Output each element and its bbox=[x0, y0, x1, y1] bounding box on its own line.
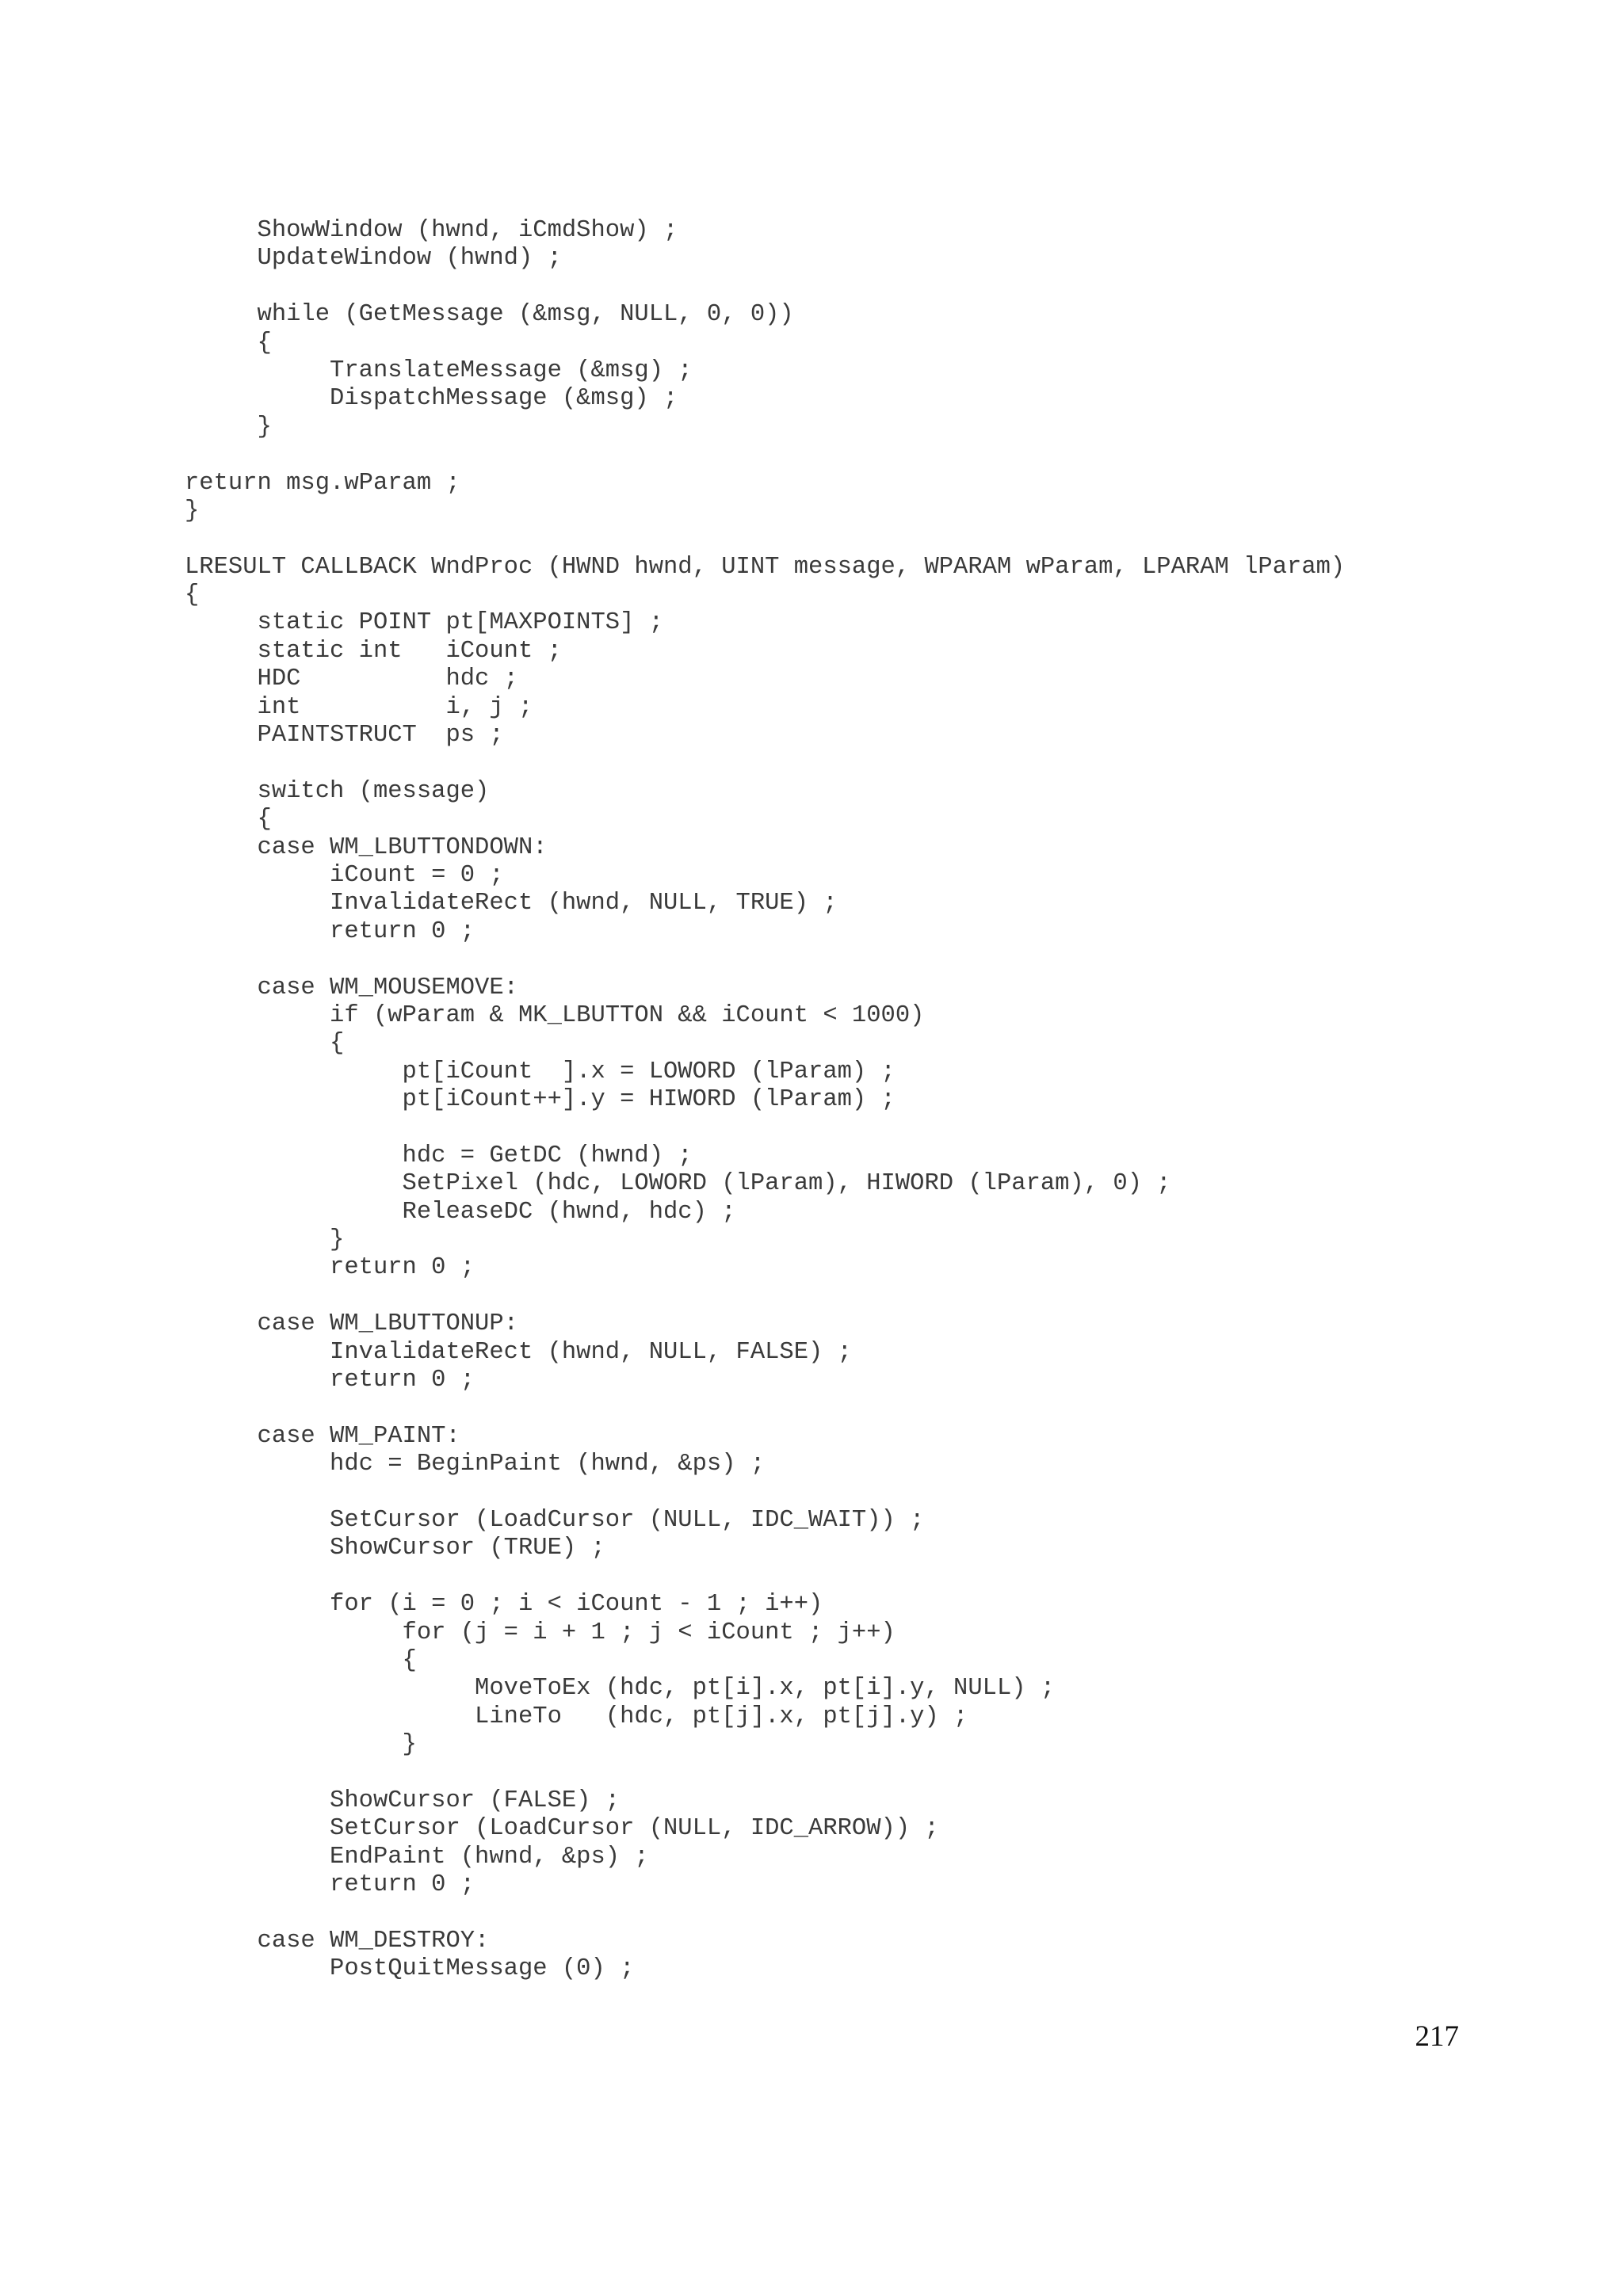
code-line: ShowCursor (TRUE) ; bbox=[185, 1535, 605, 1562]
code-line: while (GetMessage (&msg, NULL, 0, 0)) bbox=[185, 301, 794, 329]
code-line bbox=[185, 1283, 1345, 1310]
code-line: EndPaint (hwnd, &ps) ; bbox=[185, 1843, 649, 1871]
code-line: SetPixel (hdc, LOWORD (lParam), HIWORD (lParam), 0) ; bbox=[185, 1170, 1171, 1198]
code-line: { bbox=[185, 1646, 417, 1674]
code-line bbox=[185, 1563, 1345, 1591]
code-line: iCount = 0 ; bbox=[185, 861, 504, 889]
code-line bbox=[185, 946, 1345, 974]
code-line: UpdateWindow (hwnd) ; bbox=[185, 245, 562, 273]
code-line: for (j = i + 1 ; j < iCount ; j++) bbox=[185, 1619, 896, 1646]
code-line: } bbox=[185, 1731, 417, 1759]
code-line: InvalidateRect (hwnd, NULL, TRUE) ; bbox=[185, 890, 838, 917]
code-line: return 0 ; bbox=[185, 1254, 475, 1282]
code-line bbox=[185, 749, 1345, 777]
code-line bbox=[185, 1394, 1345, 1422]
code-line: LineTo (hdc, pt[j].x, pt[j].y) ; bbox=[185, 1703, 968, 1730]
code-line: PAINTSTRUCT ps ; bbox=[185, 722, 504, 749]
code-line: for (i = 0 ; i < iCount - 1 ; i++) bbox=[185, 1591, 823, 1619]
code-line: case WM_LBUTTONUP: bbox=[185, 1310, 518, 1338]
code-line: hdc = BeginPaint (hwnd, &ps) ; bbox=[185, 1451, 766, 1478]
code-line: } bbox=[185, 497, 200, 524]
code-line: ReleaseDC (hwnd, hdc) ; bbox=[185, 1198, 736, 1226]
code-line: pt[iCount++].y = HIWORD (lParam) ; bbox=[185, 1086, 896, 1114]
code-line: { bbox=[185, 806, 272, 833]
code-line: case WM_MOUSEMOVE: bbox=[185, 974, 518, 1001]
code-line: { bbox=[185, 329, 272, 357]
code-line: TranslateMessage (&msg) ; bbox=[185, 357, 693, 384]
code-line: HDC hdc ; bbox=[185, 666, 518, 693]
code-line bbox=[185, 273, 1345, 301]
code-line bbox=[185, 525, 1345, 553]
code-line: ShowCursor (FALSE) ; bbox=[185, 1787, 621, 1814]
code-line bbox=[185, 441, 1345, 469]
code-line: pt[iCount ].x = LOWORD (lParam) ; bbox=[185, 1058, 896, 1085]
code-line: case WM_PAINT: bbox=[185, 1422, 460, 1450]
code-line: return 0 ; bbox=[185, 1367, 475, 1394]
code-line: int i, j ; bbox=[185, 693, 533, 721]
code-line: case WM_DESTROY: bbox=[185, 1927, 490, 1955]
code-line: InvalidateRect (hwnd, NULL, FALSE) ; bbox=[185, 1338, 852, 1366]
code-line: SetCursor (LoadCursor (NULL, IDC_WAIT)) ; bbox=[185, 1506, 925, 1534]
code-line: static int iCount ; bbox=[185, 637, 562, 665]
code-line: if (wParam & MK_LBUTTON && iCount < 1000) bbox=[185, 1001, 925, 1029]
code-line: case WM_LBUTTONDOWN: bbox=[185, 833, 548, 861]
code-line: static POINT pt[MAXPOINTS] ; bbox=[185, 609, 663, 637]
code-line: return 0 ; bbox=[185, 917, 475, 945]
code-line bbox=[185, 1115, 1345, 1142]
code-listing bbox=[185, 217, 1345, 1984]
page-number: 217 bbox=[1415, 2020, 1459, 2053]
code-line: { bbox=[185, 582, 200, 609]
code-line: return 0 ; bbox=[185, 1871, 475, 1899]
code-line: switch (message) bbox=[185, 777, 490, 805]
code-line: hdc = GetDC (hwnd) ; bbox=[185, 1142, 693, 1169]
code-line: return msg.wParam ; bbox=[185, 469, 460, 497]
code-line: } bbox=[185, 1226, 345, 1254]
code-line: { bbox=[185, 1030, 345, 1058]
code-line: ShowWindow (hwnd, iCmdShow) ; bbox=[185, 217, 678, 244]
code-line: MoveToEx (hdc, pt[i].x, pt[i].y, NULL) ; bbox=[185, 1675, 1056, 1703]
code-line: LRESULT CALLBACK WndProc (HWND hwnd, UINT message, WPARAM wParam, LPARAM lParam) bbox=[185, 553, 1346, 581]
code-line: } bbox=[185, 413, 272, 441]
code-line: SetCursor (LoadCursor (NULL, IDC_ARROW)) ; bbox=[185, 1815, 939, 1843]
code-line bbox=[185, 1759, 1345, 1787]
code-line bbox=[185, 1479, 1345, 1507]
code-line: PostQuitMessage (0) ; bbox=[185, 1955, 635, 1983]
code-line: DispatchMessage (&msg) ; bbox=[185, 385, 678, 413]
code-line bbox=[185, 1899, 1345, 1927]
